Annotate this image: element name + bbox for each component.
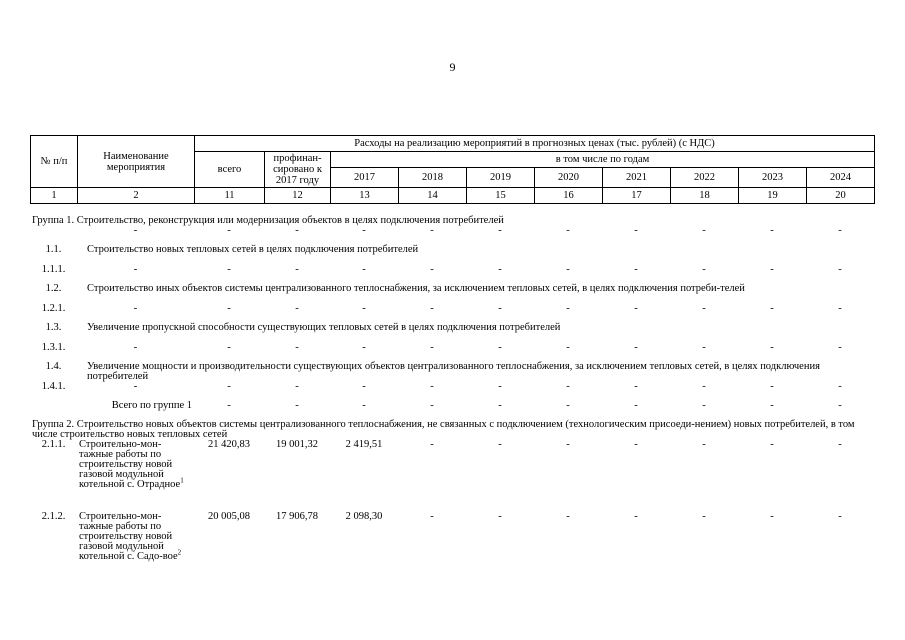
value-cell: - xyxy=(838,342,842,353)
value-cell: - xyxy=(702,303,706,314)
value-cell: - xyxy=(227,342,231,353)
value-cell: - xyxy=(634,400,638,411)
row-number: 2.1.2. xyxy=(41,511,66,522)
value-cell: - xyxy=(770,342,774,353)
row-number: 1.2. xyxy=(45,283,62,294)
header-col-number: 2 xyxy=(78,188,195,204)
header-col-number: 14 xyxy=(399,188,467,204)
value-cell: - xyxy=(770,511,774,522)
header-total: всего xyxy=(195,152,265,188)
section-title: Увеличение пропускной способности существующих тепловых сетей в целях подключения потребителей xyxy=(87,322,561,333)
row-number: 1.3. xyxy=(45,322,62,333)
value-cell: - xyxy=(430,439,434,450)
value-cell: - xyxy=(430,303,434,314)
group-row xyxy=(30,216,874,226)
value-cell: - xyxy=(838,303,842,314)
value-cell: - xyxy=(702,511,706,522)
value-cell: - xyxy=(702,381,706,392)
header-col-number: 15 xyxy=(467,188,535,204)
value-cell: - xyxy=(430,264,434,275)
value-cell: - xyxy=(566,303,570,314)
value-cell: - xyxy=(133,264,138,275)
value-cell: - xyxy=(770,381,774,392)
value-cell: - xyxy=(566,400,570,411)
value-cell: - xyxy=(634,225,638,236)
value-cell: - xyxy=(634,342,638,353)
value-cell: - xyxy=(838,264,842,275)
header-year: 2023 xyxy=(739,168,807,188)
value-cell: - xyxy=(566,264,570,275)
table-row xyxy=(30,265,874,284)
header-year: 2020 xyxy=(535,168,603,188)
value-cell: - xyxy=(133,381,138,392)
value-cell: - xyxy=(702,225,706,236)
row-number: 1.4. xyxy=(45,361,62,372)
value-cell: - xyxy=(227,381,231,392)
value-cell: - xyxy=(295,225,299,236)
value-cell: - xyxy=(702,342,706,353)
value-cell: 21 420,83 xyxy=(208,439,250,450)
row-number: 1.4.1. xyxy=(41,381,66,392)
value-cell: - xyxy=(566,225,570,236)
section-title: Строительство иных объектов системы централизованного теплоснабжения, за исключением тепловых сетей, в целях подключения потреби-телей xyxy=(87,283,745,294)
value-cell: - xyxy=(634,511,638,522)
value-cell: - xyxy=(133,225,138,236)
header-col-number: 13 xyxy=(331,188,399,204)
group-title: Группа 2. Строительство новых объектов системы централизованного теплоснабжения, не связанных с подключением (технологическим присоеди-нением) новых потребителей, в том числе строительство новых тепловых сетей xyxy=(32,419,855,440)
header-col-number: 1 xyxy=(31,188,78,204)
value-cell: - xyxy=(430,400,434,411)
header-name: Наименование мероприятия xyxy=(78,136,195,188)
section-title: Строительство новых тепловых сетей в целях подключения потребителей xyxy=(87,244,419,255)
value-cell: - xyxy=(498,264,502,275)
value-cell: - xyxy=(430,225,434,236)
row-number: 1.3.1. xyxy=(41,342,66,353)
row-name xyxy=(77,440,194,512)
value-cell: - xyxy=(498,511,502,522)
header-table xyxy=(30,135,875,204)
section-title: Увеличение мощности и производительности существующих объектов централизованного теплоснабжения, за исключением тепловых сетей, в целях подключения потребителей xyxy=(87,361,820,382)
value-cell: - xyxy=(362,342,366,353)
value-cell: - xyxy=(702,400,706,411)
table-row xyxy=(30,226,874,245)
value-cell: - xyxy=(498,400,502,411)
header-col-number: 12 xyxy=(265,188,331,204)
value-cell: - xyxy=(702,439,706,450)
value-cell: - xyxy=(295,400,299,411)
value-cell: 2 098,30 xyxy=(345,511,383,522)
header-year: 2024 xyxy=(807,168,875,188)
value-cell: 2 419,51 xyxy=(345,439,383,450)
value-cell: - xyxy=(295,381,299,392)
value-cell: - xyxy=(634,303,638,314)
section-row xyxy=(30,245,874,265)
value-cell: - xyxy=(838,400,842,411)
row-number: 1.2.1. xyxy=(41,303,66,314)
row-number xyxy=(30,226,77,245)
value-cell: - xyxy=(566,381,570,392)
value-cell: - xyxy=(770,264,774,275)
value-cell: - xyxy=(227,303,231,314)
value-cell: - xyxy=(295,342,299,353)
row-name: Всего по группе 1 xyxy=(111,400,192,411)
row-name-text: Строительно-мон-тажные работы по строительству новой газовой модульной котельной с. Отрадное xyxy=(79,439,181,490)
header-expenses: Расходы на реализацию мероприятий в прогнозных ценах (тыс. рублей) (с НДС) xyxy=(195,136,875,152)
value-cell: - xyxy=(133,303,138,314)
value-cell: - xyxy=(362,400,366,411)
row-number: 1.1. xyxy=(45,244,62,255)
group-row xyxy=(30,420,874,440)
value-cell: - xyxy=(498,342,502,353)
value-cell: - xyxy=(498,381,502,392)
header-no: № п/п xyxy=(31,136,78,188)
section-row xyxy=(30,323,874,343)
row-name xyxy=(77,512,194,584)
table-row xyxy=(30,401,874,420)
table-row xyxy=(30,343,874,362)
value-cell: - xyxy=(770,400,774,411)
value-cell: - xyxy=(634,381,638,392)
value-cell: - xyxy=(838,381,842,392)
value-cell: - xyxy=(770,225,774,236)
value-cell: - xyxy=(430,381,434,392)
value-cell: - xyxy=(362,303,366,314)
value-cell: - xyxy=(498,303,502,314)
group-title: Группа 1. Строительство, реконструкция или модернизация объектов в целях подключения потребителей xyxy=(32,215,504,226)
value-cell: - xyxy=(430,511,434,522)
value-cell: - xyxy=(498,225,502,236)
value-cell: - xyxy=(362,225,366,236)
header-col-number: 19 xyxy=(739,188,807,204)
value-cell: - xyxy=(838,225,842,236)
table-row xyxy=(30,440,874,512)
value-cell: 20 005,08 xyxy=(208,511,250,522)
table-row xyxy=(30,382,874,401)
header-by-year: в том числе по годам xyxy=(331,152,875,168)
value-cell: - xyxy=(566,342,570,353)
value-cell: - xyxy=(634,264,638,275)
value-cell: - xyxy=(430,342,434,353)
header-year: 2019 xyxy=(467,168,535,188)
value-cell: - xyxy=(770,303,774,314)
value-cell: - xyxy=(702,264,706,275)
value-cell: - xyxy=(566,511,570,522)
row-number: 1.1.1. xyxy=(41,264,66,275)
row-number: 2.1.1. xyxy=(41,439,66,450)
table-row xyxy=(30,304,874,323)
body-table xyxy=(30,216,874,584)
value-cell: - xyxy=(295,264,299,275)
value-cell: - xyxy=(227,225,231,236)
row-number xyxy=(30,401,77,420)
header-col-number: 17 xyxy=(603,188,671,204)
value-cell: - xyxy=(498,439,502,450)
value-cell: - xyxy=(362,264,366,275)
page-number: 9 xyxy=(449,60,456,74)
header-year: 2018 xyxy=(399,168,467,188)
footnote-marker: 2 xyxy=(177,548,182,557)
section-row xyxy=(30,284,874,304)
row-name-text: Строительно-мон-тажные работы по строительству новой газовой модульной котельной с. Садо-вое xyxy=(79,511,178,562)
header-year: 2017 xyxy=(331,168,399,188)
value-cell: - xyxy=(770,439,774,450)
header-col-number: 11 xyxy=(195,188,265,204)
value-cell: 17 906,78 xyxy=(276,511,318,522)
value-cell: - xyxy=(634,439,638,450)
value-cell: - xyxy=(566,439,570,450)
section-row xyxy=(30,362,874,382)
value-cell: - xyxy=(227,264,231,275)
value-cell: - xyxy=(295,303,299,314)
value-cell: 19 001,32 xyxy=(276,439,318,450)
value-cell: - xyxy=(133,342,138,353)
table-row xyxy=(30,512,874,584)
value-cell: - xyxy=(362,381,366,392)
header-year: 2021 xyxy=(603,168,671,188)
header-col-number: 18 xyxy=(671,188,739,204)
header-financed: профинан-сировано к 2017 году xyxy=(265,152,331,188)
header-year: 2022 xyxy=(671,168,739,188)
value-cell: - xyxy=(838,439,842,450)
footnote-marker: 1 xyxy=(180,476,184,485)
value-cell: - xyxy=(227,400,231,411)
header-col-number: 20 xyxy=(807,188,875,204)
header-col-number: 16 xyxy=(535,188,603,204)
value-cell: - xyxy=(838,511,842,522)
